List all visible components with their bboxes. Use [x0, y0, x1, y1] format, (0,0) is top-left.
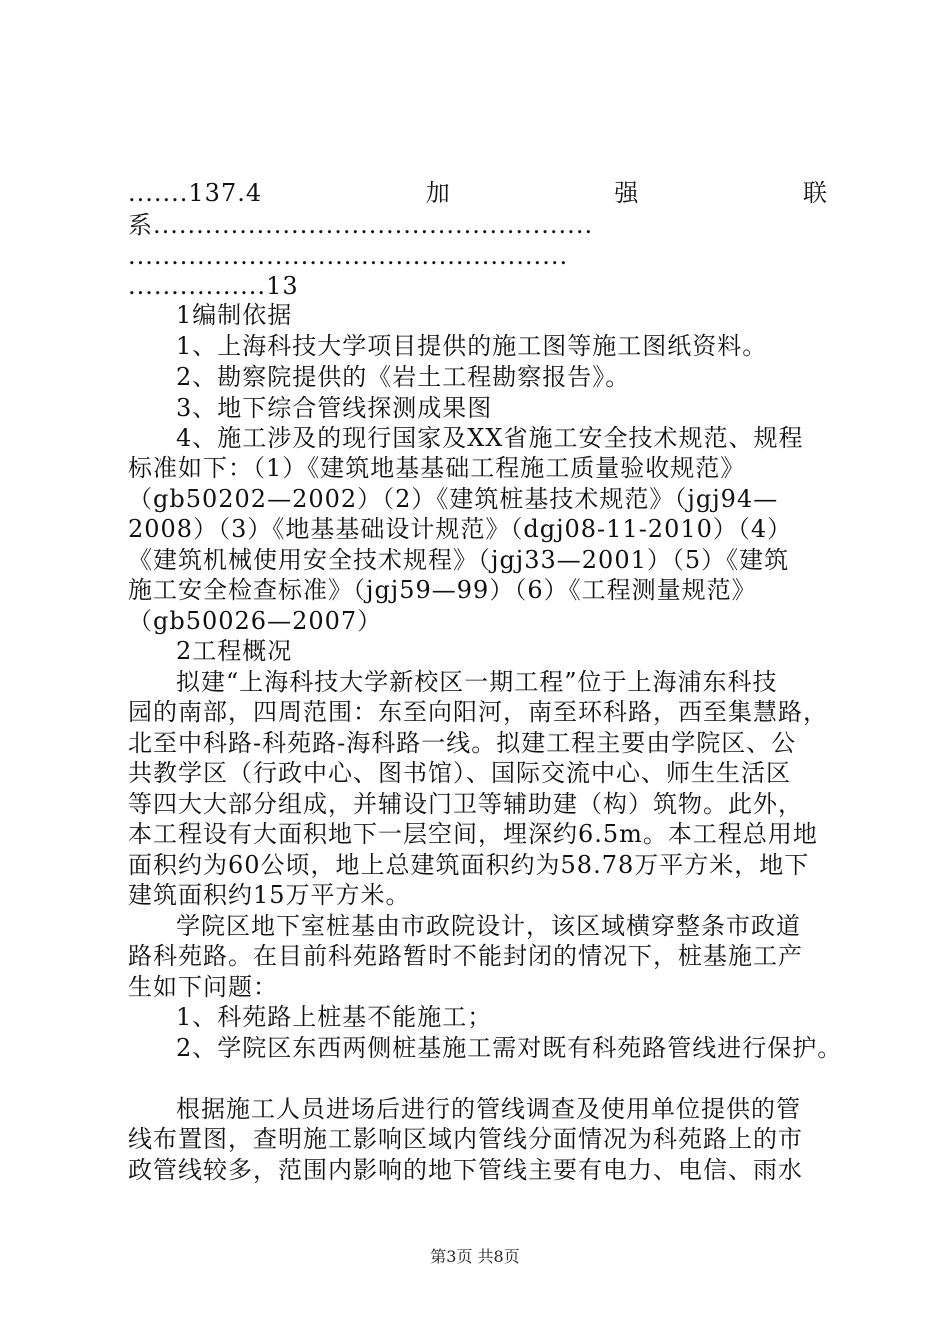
- paragraph-line: 标准如下：（1）《建筑地基基础工程施工质量验收规范》: [128, 454, 746, 482]
- paragraph-line: 生如下问题：: [128, 973, 278, 1001]
- paragraph-line: 拟建“上海科技大学新校区一期工程”位于上海浦东科技: [176, 668, 778, 696]
- paragraph-line: 《建筑机械使用安全技术规程》（jgj33—2001）（5）《建筑: [128, 546, 790, 574]
- toc-line: ................13: [128, 272, 299, 300]
- paragraph-line: 共教学区（行政中心、图书馆）、国际交流中心、师生生活区: [128, 759, 791, 787]
- section-heading: 1编制依据: [176, 301, 293, 329]
- paragraph-line: （gb50026—2007）: [128, 607, 383, 635]
- toc-line: ...................................................: [128, 242, 569, 270]
- list-item: 2、勘察院提供的《岩土工程勘察报告》。: [176, 363, 631, 391]
- paragraph-line: 根据施工人员进场后进行的管线调查及使用单位提供的管: [176, 1095, 801, 1123]
- toc-line: [128, 178, 828, 208]
- paragraph-line: 学院区地下室桩基由市政院设计，该区域横穿整条市政道: [176, 912, 801, 940]
- toc-text: 加: [425, 179, 451, 207]
- paragraph-line: 政管线较多，范围内影响的地下管线主要有电力、电信、雨水: [128, 1156, 803, 1184]
- page-footer: 第3页 共8页: [430, 1247, 520, 1266]
- list-item: 2、学院区东西两侧桩基施工需对既有科苑路管线进行保护。: [176, 1034, 843, 1062]
- list-item: 3、地下综合管线探测成果图: [176, 394, 493, 422]
- paragraph-line: 北至中科路-科苑路-海科路一线。拟建工程主要由学院区、公: [128, 729, 797, 757]
- section-heading: 2工程概况: [176, 637, 293, 665]
- paragraph-line: 园的南部，四周范围：东至向阳河，南至环科路，西至集慧路，: [128, 698, 828, 726]
- toc-text: .......137.4: [128, 179, 263, 207]
- paragraph-line: 路科苑路。在目前科苑路暂时不能封闭的情况下，桩基施工产: [128, 942, 803, 970]
- paragraph-line: 建筑面积约15万平方米。: [128, 881, 411, 909]
- paragraph-line: 2008）（3）《地基基础设计规范》（dgj08-11-2010）（4）: [128, 515, 793, 543]
- list-item: 1、上海科技大学项目提供的施工图等施工图纸资料。: [176, 332, 768, 360]
- paragraph-line: 面积约为60公顷，地上总建筑面积约为58.78万平方米，地下: [128, 851, 810, 879]
- paragraph-line: 本工程设有大面积地下一层空间，埋深约6.5m。本工程总用地: [128, 820, 818, 848]
- list-item: 4、施工涉及的现行国家及XX省施工安全技术规范、规程: [176, 424, 804, 452]
- toc-line: 系...................................................: [128, 211, 594, 239]
- paragraph-line: 施工安全检查标准》（jgj59—99）（6）《工程测量规范》: [128, 576, 757, 604]
- paragraph-line: 线布置图，查明施工影响区域内管线分面情况为科苑路上的市: [128, 1125, 803, 1153]
- paragraph-line: 等四大大部分组成，并辅设门卫等辅助建（构）筑物。此外，: [128, 790, 803, 818]
- list-item: 1、科苑路上桩基不能施工；: [176, 1003, 493, 1031]
- toc-text: 联: [802, 179, 828, 207]
- toc-text: 强: [614, 179, 640, 207]
- paragraph-line: （gb50202—2002）（2）《建筑桩基技术规范》（jgj94—: [128, 485, 779, 513]
